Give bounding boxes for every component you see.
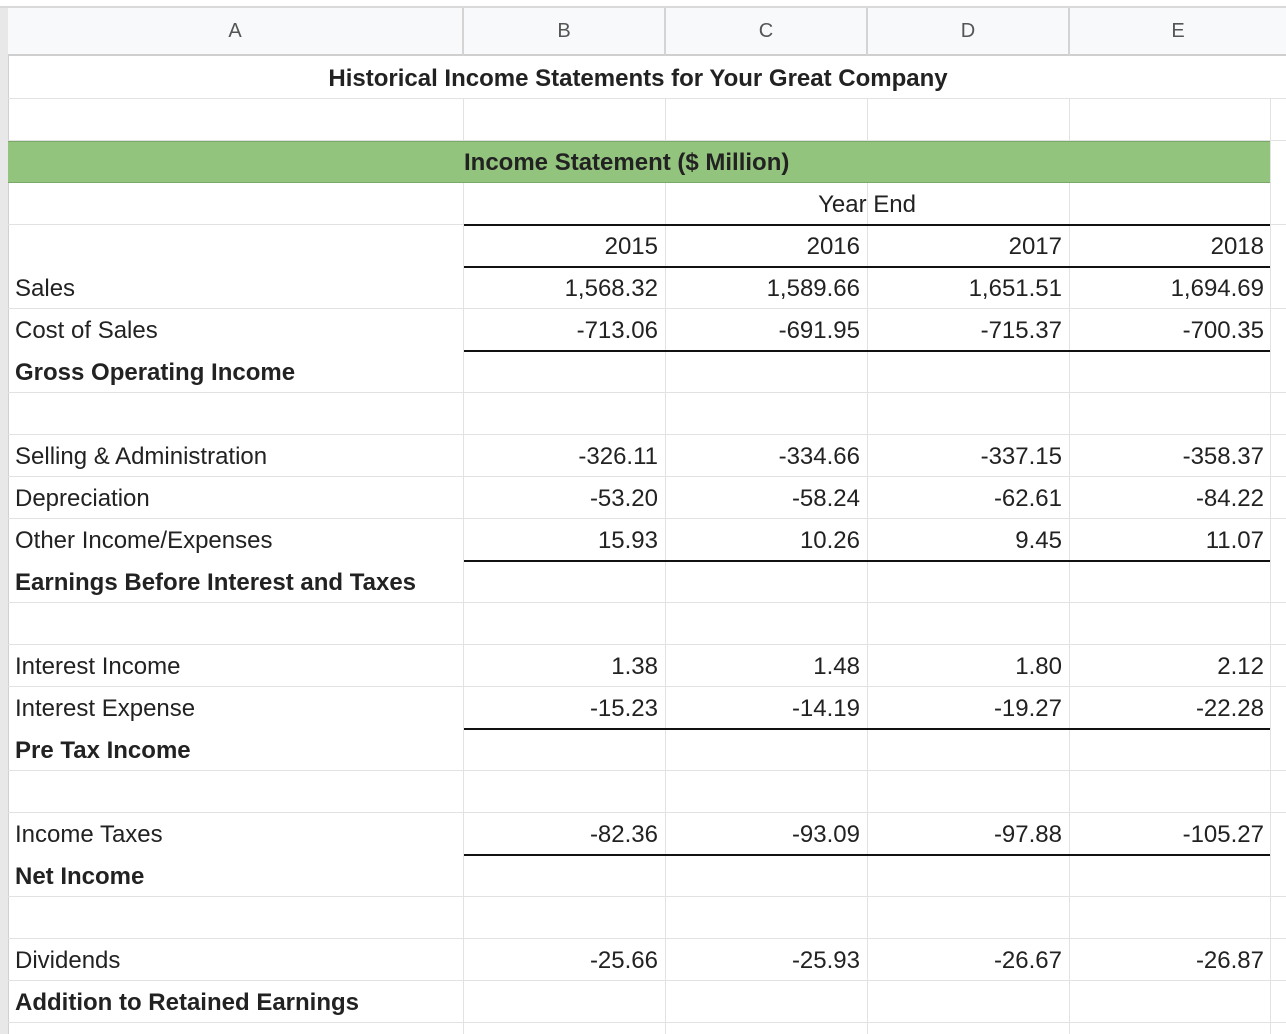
dividends-2015[interactable]: -25.66 [589,947,658,974]
grid-line [8,644,1286,645]
cost-of-sales-2017[interactable]: -715.37 [980,317,1062,344]
interest-expense-2017[interactable]: -19.27 [993,695,1062,722]
sales-2018[interactable]: 1,694.69 [1170,275,1264,302]
row-label-gross-operating-income[interactable]: Gross Operating Income [15,359,296,386]
selling-admin-2017[interactable]: -337.15 [980,443,1062,470]
income-taxes-2017[interactable]: -97.88 [993,821,1062,848]
interest-income-2015[interactable]: 1.38 [611,653,658,680]
interest-income-2018[interactable]: 2.12 [1217,653,1264,680]
other-income-2015[interactable]: 15.93 [597,527,658,554]
depreciation-2016[interactable]: -58.24 [791,485,860,512]
cost-of-sales-2016[interactable]: -691.95 [778,317,860,344]
row-label-addition-retained-earnings[interactable]: Addition to Retained Earnings [15,989,360,1016]
sales-2016[interactable]: 1,589.66 [766,275,860,302]
column-header-c[interactable]: C [666,8,868,56]
grid-line [8,812,1286,813]
year-end-label[interactable]: Year End [818,191,916,218]
income-taxes-2018[interactable]: -105.27 [1182,821,1264,848]
row-label-selling-admin[interactable]: Selling & Administration [15,443,268,470]
cost-of-sales-2018[interactable]: -700.35 [1182,317,1264,344]
subtotal-line [464,728,1270,730]
row-label-interest-expense[interactable]: Interest Expense [15,695,196,722]
column-header-b[interactable]: B [464,8,666,56]
year-2015[interactable]: 2015 [604,233,658,260]
depreciation-2018[interactable]: -84.22 [1195,485,1264,512]
sheet-title[interactable]: Historical Income Statements for Your Great Company [328,65,948,92]
column-header-a[interactable]: A [8,8,464,56]
row-label-sales[interactable]: Sales [15,275,76,302]
dividends-2018[interactable]: -26.87 [1195,947,1264,974]
dividends-2017[interactable]: -26.67 [993,947,1062,974]
grid-line [8,896,1286,897]
column-header-d[interactable]: D [868,8,1070,56]
subtotal-line [464,854,1270,856]
interest-income-2016[interactable]: 1.48 [813,653,860,680]
sales-2015[interactable]: 1,568.32 [564,275,658,302]
income-taxes-2016[interactable]: -93.09 [791,821,860,848]
income-taxes-2015[interactable]: -82.36 [589,821,658,848]
cost-of-sales-2015[interactable]: -713.06 [576,317,658,344]
grid-line [8,938,1286,939]
subtotal-line [464,350,1270,352]
column-header-e[interactable]: E [1070,8,1286,56]
depreciation-2017[interactable]: -62.61 [993,485,1062,512]
interest-expense-2016[interactable]: -14.19 [791,695,860,722]
other-income-2016[interactable]: 10.26 [799,527,860,554]
sales-2017[interactable]: 1,651.51 [968,275,1062,302]
row-label-depreciation[interactable]: Depreciation [15,485,150,512]
row-label-dividends[interactable]: Dividends [15,947,121,974]
other-income-2017[interactable]: 9.45 [1015,527,1062,554]
grid-line [8,770,1286,771]
row-label-other-income[interactable]: Other Income/Expenses [15,527,273,554]
year-2018[interactable]: 2018 [1210,233,1264,260]
row-label-pre-tax-income[interactable]: Pre Tax Income [15,737,191,764]
dividends-2016[interactable]: -25.93 [791,947,860,974]
interest-income-2017[interactable]: 1.80 [1015,653,1062,680]
selling-admin-2018[interactable]: -358.37 [1182,443,1264,470]
row-label-net-income[interactable]: Net Income [15,863,145,890]
row-label-cost-of-sales[interactable]: Cost of Sales [15,317,158,344]
section-header[interactable]: Income Statement ($ Million) [464,149,790,176]
row-label-ebit[interactable]: Earnings Before Interest and Taxes [15,569,417,596]
selling-admin-2015[interactable]: -326.11 [578,443,658,470]
row-label-income-taxes[interactable]: Income Taxes [15,821,163,848]
subtotal-line [464,560,1270,562]
interest-expense-2015[interactable]: -15.23 [589,695,658,722]
interest-expense-2018[interactable]: -22.28 [1195,695,1264,722]
other-income-2018[interactable]: 11.07 [1205,527,1264,554]
year-2016[interactable]: 2016 [806,233,860,260]
grid-line [8,434,1286,435]
selling-admin-2016[interactable]: -334.66 [778,443,860,470]
depreciation-2015[interactable]: -53.20 [589,485,658,512]
row-label-interest-income[interactable]: Interest Income [15,653,181,680]
year-2017[interactable]: 2017 [1008,233,1062,260]
